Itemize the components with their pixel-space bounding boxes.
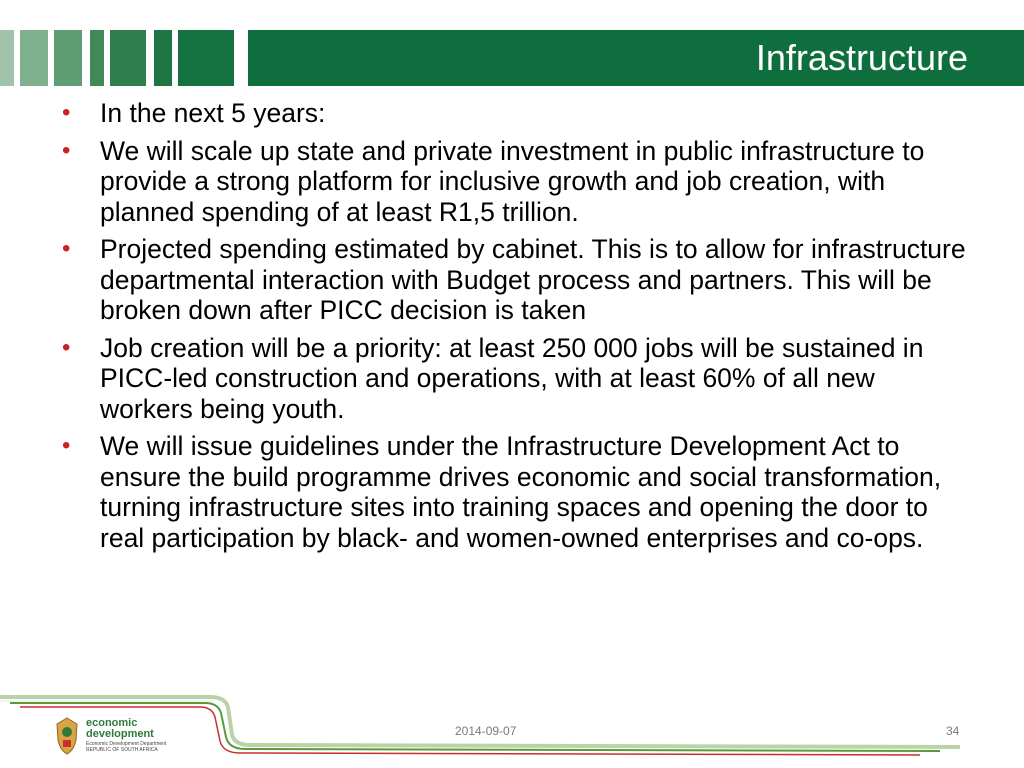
bullet-icon: • (62, 432, 71, 459)
bullet-item (62, 98, 972, 129)
bullet-icon: • (62, 136, 71, 164)
bullet-icon: • (62, 99, 71, 126)
bullet-item (62, 234, 972, 326)
bullet-item (62, 136, 972, 228)
logo-text-line1: economic (86, 717, 138, 729)
bullet-text: In the next 5 years: (100, 98, 326, 128)
header-stripes (0, 30, 250, 86)
logo-subtext-line1: Economic Development Department (86, 741, 167, 747)
bullet-text: We will scale up state and private investment in public infrastructure to provide a strong platform for inclusive growth and job creation, with planned spending of at least R1,5 trillion. (100, 135, 925, 227)
stripe (110, 30, 146, 86)
bullet-text: We will issue guidelines under the Infrastructure Development Act to ensure the build programme drives economic and social transformation, turning infrastructure sites into training spaces and opening the door to real participation by black- and women-owned enterprises and co-ops. (100, 431, 942, 553)
slide-title: Infrastructure (755, 37, 968, 78)
logo-subtext-line2: REPUBLIC OF SOUTH AFRICA (86, 747, 158, 753)
footer-date: 2014-09-07 (455, 724, 517, 738)
stripe (90, 30, 104, 86)
stripe (154, 30, 172, 86)
bullet-text: Job creation will be a priority: at least 250 000 jobs will be sustained in PICC-led construction and operations, with at least 60% of all new workers being youth. (100, 332, 924, 424)
bullet-icon: • (62, 235, 71, 262)
stripe (54, 30, 82, 86)
bullet-item (62, 431, 972, 553)
stripe (178, 30, 234, 86)
stripe (20, 30, 48, 86)
stripe (0, 30, 14, 86)
bullet-icon: • (62, 333, 71, 361)
economic-development-logo (52, 716, 182, 758)
title-bar (248, 30, 1024, 86)
coat-of-arms-icon (52, 716, 82, 756)
logo-text-line2: development (86, 728, 154, 740)
page-number: 34 (946, 724, 960, 738)
bullet-list (62, 98, 972, 560)
bullet-item (62, 333, 972, 425)
bullet-text: Projected spending estimated by cabinet. This is to allow for infrastructure departmental interaction with Budget process and partners. This will be broken down after PICC decision is taken (100, 234, 966, 325)
